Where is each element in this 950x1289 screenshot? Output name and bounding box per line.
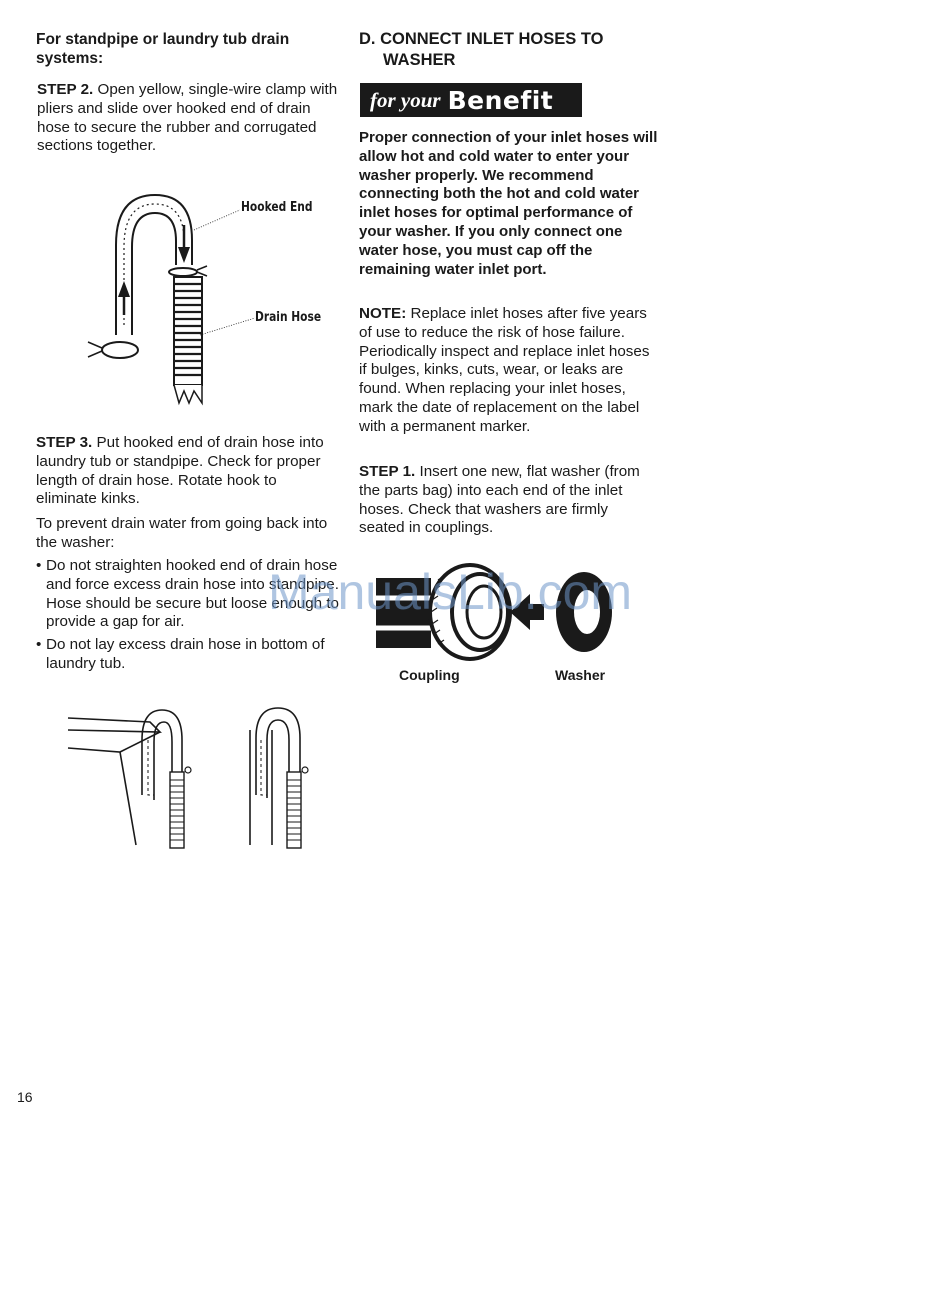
bullet-item: • Do not straighten hooked end of drain hose and force excess drain hose into standpipe. Hose should be secure but loose enough to provide a gap for air. — [36, 557, 340, 632]
standpipe-heading: For standpipe or laundry tub drain systems: — [36, 31, 290, 67]
step2-label: STEP 2. — [37, 81, 94, 98]
page-number: 16 — [17, 1089, 33, 1105]
step3-text: Put hooked end of drain hose into laundry tub or standpipe. Check for proper length of drain hose. Rotate hook to eliminate kinks. — [36, 434, 324, 508]
watermark: ManualsLib.com — [268, 564, 633, 620]
step1-text: Insert one new, flat washer (from the parts bag) into each end of the inlet hoses. Check that washers are firmly seated in couplings. — [359, 463, 640, 537]
label-drain-hose: Drain Hose — [255, 310, 322, 325]
step2-text: Open yellow, single-wire clamp with pliers and slide over hooked end of drain hose to secure the rubber and corrugated sections together. — [37, 81, 338, 155]
note-paragraph — [359, 305, 654, 437]
label-hooked-end: Hooked End — [241, 200, 313, 215]
benefit-big-text: Benefit — [447, 85, 554, 115]
label-coupling: Coupling — [399, 667, 460, 683]
benefit-paragraph: Proper connection of your inlet hoses will allow hot and cold water to enter your washer properly. We recommend connecting both the hot and cold water inlet hoses for optimal performance of your washer. If you only connect one water hose, you must cap off the remaining water inlet port. — [359, 129, 658, 278]
step3-label: STEP 3. — [36, 434, 93, 451]
prevent-text: To prevent drain water from going back into the washer: — [36, 515, 328, 551]
step1-paragraph — [359, 463, 649, 538]
section-d-heading — [359, 29, 629, 71]
for-your-benefit-banner — [360, 83, 582, 117]
step2-paragraph — [37, 81, 342, 156]
benefit-small-text: for your — [370, 87, 441, 112]
label-washer: Washer — [555, 667, 606, 683]
note-text: Replace inlet hoses after five years of use to reduce the risk of hose failure. Periodically inspect and replace inlet hoses if bulges, kinks, cuts, wear, or leaks are found. When replacing your inlet hoses, mark the date of replacement on the label with a permanent marker. — [359, 305, 650, 435]
drain-hose-figure — [80, 185, 350, 415]
bullet-item: • Do not lay excess drain hose in bottom of laundry tub. — [36, 636, 340, 674]
section-d-title: D. CONNECT INLET HOSES TO WASHER — [359, 30, 604, 69]
tub-standpipe-figure — [60, 700, 360, 850]
note-label: NOTE: — [359, 305, 407, 322]
step1-label: STEP 1. — [359, 463, 416, 480]
step3-paragraph — [36, 434, 336, 509]
